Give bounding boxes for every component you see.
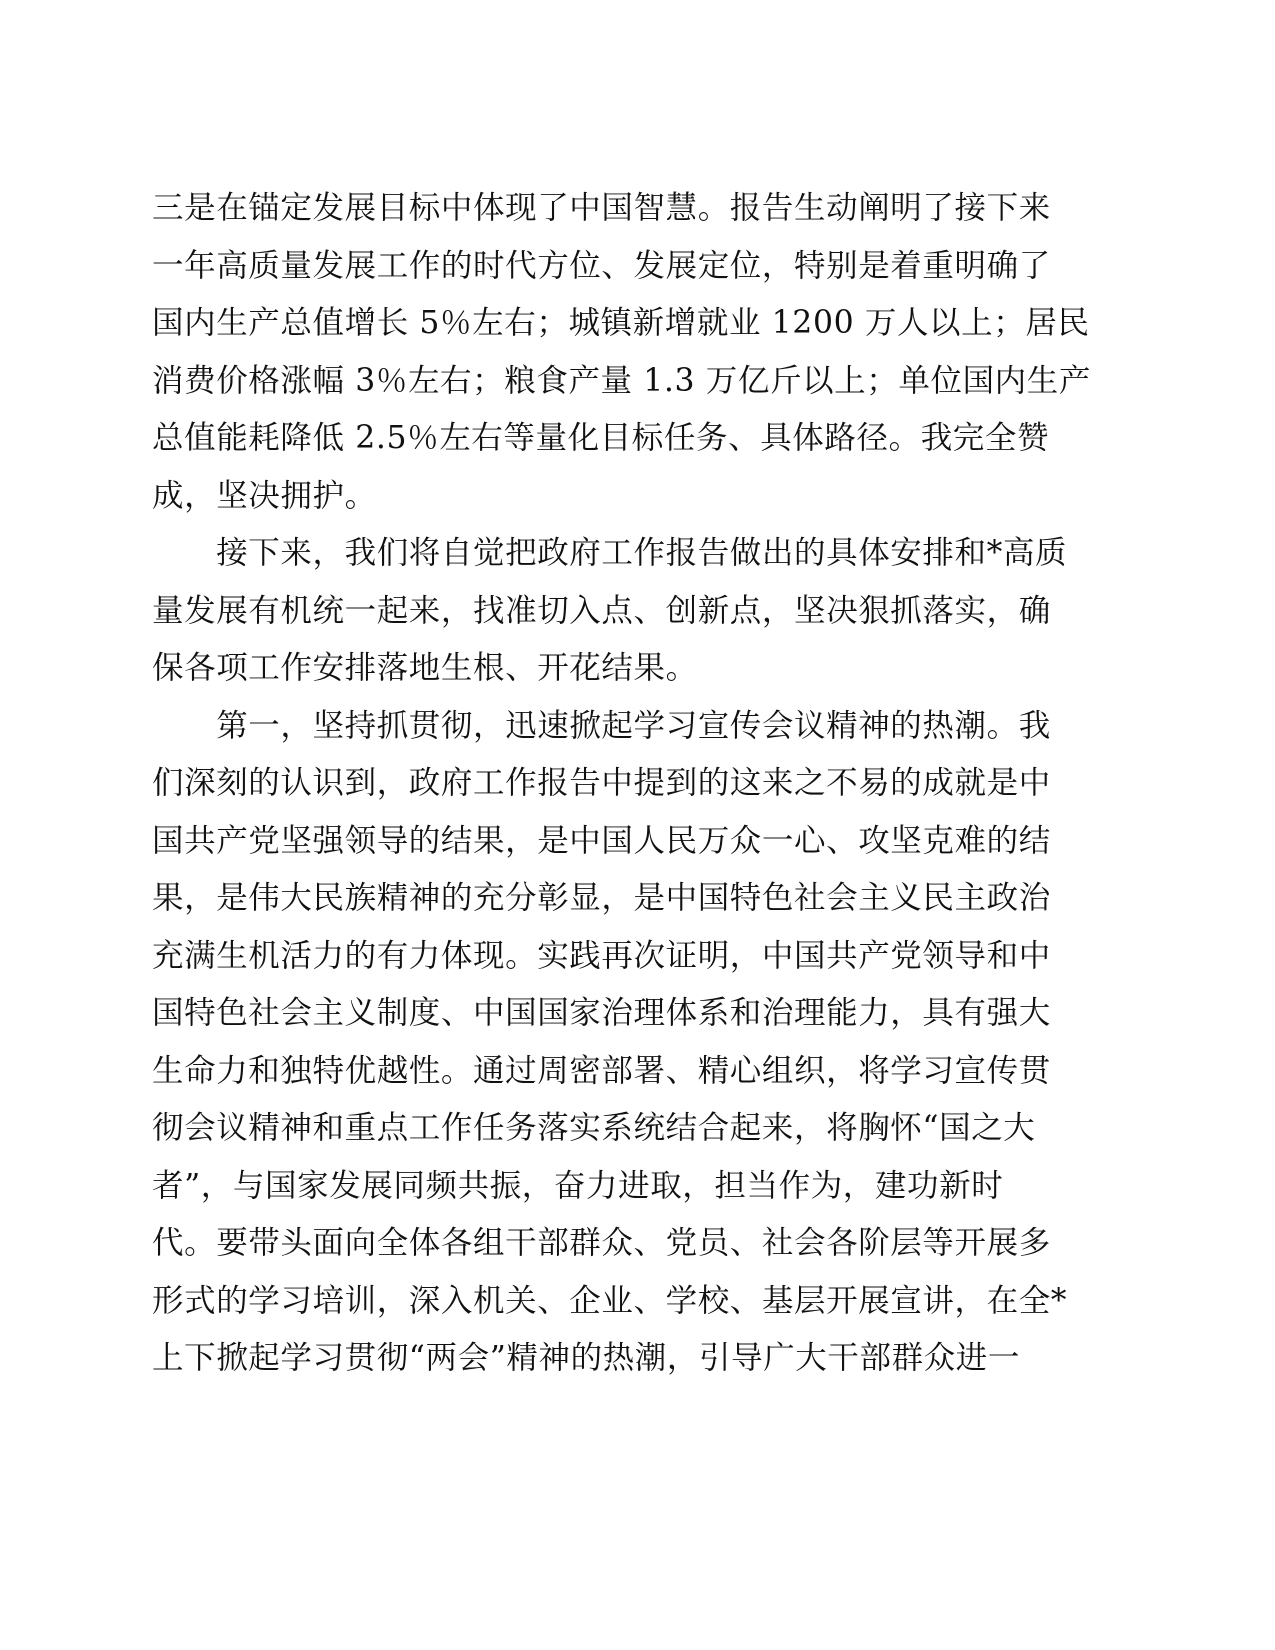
text-line: 上下掀起学习贯彻“两会”精神的热潮，引导广大干部群众进一 bbox=[152, 1340, 1021, 1376]
text-line: 接下来，我们将自觉把政府工作报告做出的具体安排和*高质 bbox=[152, 535, 1068, 571]
text-line: 国特色社会主义制度、中国国家治理体系和治理能力，具有强大 bbox=[152, 995, 1051, 1031]
text-line: 消费价格涨幅 3％左右；粮食产量 1.3 万亿斤以上；单位国内生产 bbox=[152, 362, 1091, 399]
text-line: 成，坚决拥护。 bbox=[152, 477, 377, 514]
text-line: 总值能耗降低 2.5％左右等量化目标任务、具体路径。我完全赞 bbox=[152, 420, 1050, 456]
text-line: 者”，与国家发展同频共振，奋力进取，担当作为，建功新时 bbox=[152, 1167, 1004, 1204]
text-line: 三是在锚定发展目标中体现了中国智慧。报告生动阐明了接下来 bbox=[152, 190, 1051, 226]
text-line: 代。要带头面向全体各组干部群众、党员、社会各阶层等开展多 bbox=[152, 1225, 1051, 1261]
text-line: 生命力和独特优越性。通过周密部署、精心组织，将学习宣传贯 bbox=[152, 1052, 1051, 1089]
text-line: 第一，坚持抓贯彻，迅速掀起学习宣传会议精神的热潮。我 bbox=[152, 707, 1051, 744]
text-line: 量发展有机统一起来，找准切入点、创新点，坚决狠抓落实，确 bbox=[152, 592, 1051, 629]
text-line: 形式的学习培训，深入机关、企业、学校、基层开展宣讲，在全* bbox=[152, 1282, 1068, 1319]
text-line: 一年高质量发展工作的时代方位、发展定位，特别是着重明确了 bbox=[152, 247, 1051, 284]
text-line: 保各项工作安排落地生根、开花结果。 bbox=[152, 650, 698, 686]
body-text bbox=[152, 180, 1112, 1388]
text-line: 充满生机活力的有力体现。实践再次证明，中国共产党领导和中 bbox=[152, 937, 1051, 974]
text-line: 彻会议精神和重点工作任务落实系统结合起来，将胸怀“国之大 bbox=[152, 1110, 1036, 1146]
text-line: 们深刻的认识到，政府工作报告中提到的这来之不易的成就是中 bbox=[152, 765, 1051, 801]
text-line: 国内生产总值增长 5％左右；城镇新增就业 1200 万人以上；居民 bbox=[152, 305, 1090, 341]
text-line: 果，是伟大民族精神的充分彰显，是中国特色社会主义民主政治 bbox=[152, 880, 1051, 916]
text-line: 国共产党坚强领导的结果，是中国人民万众一心、攻坚克难的结 bbox=[152, 822, 1051, 859]
